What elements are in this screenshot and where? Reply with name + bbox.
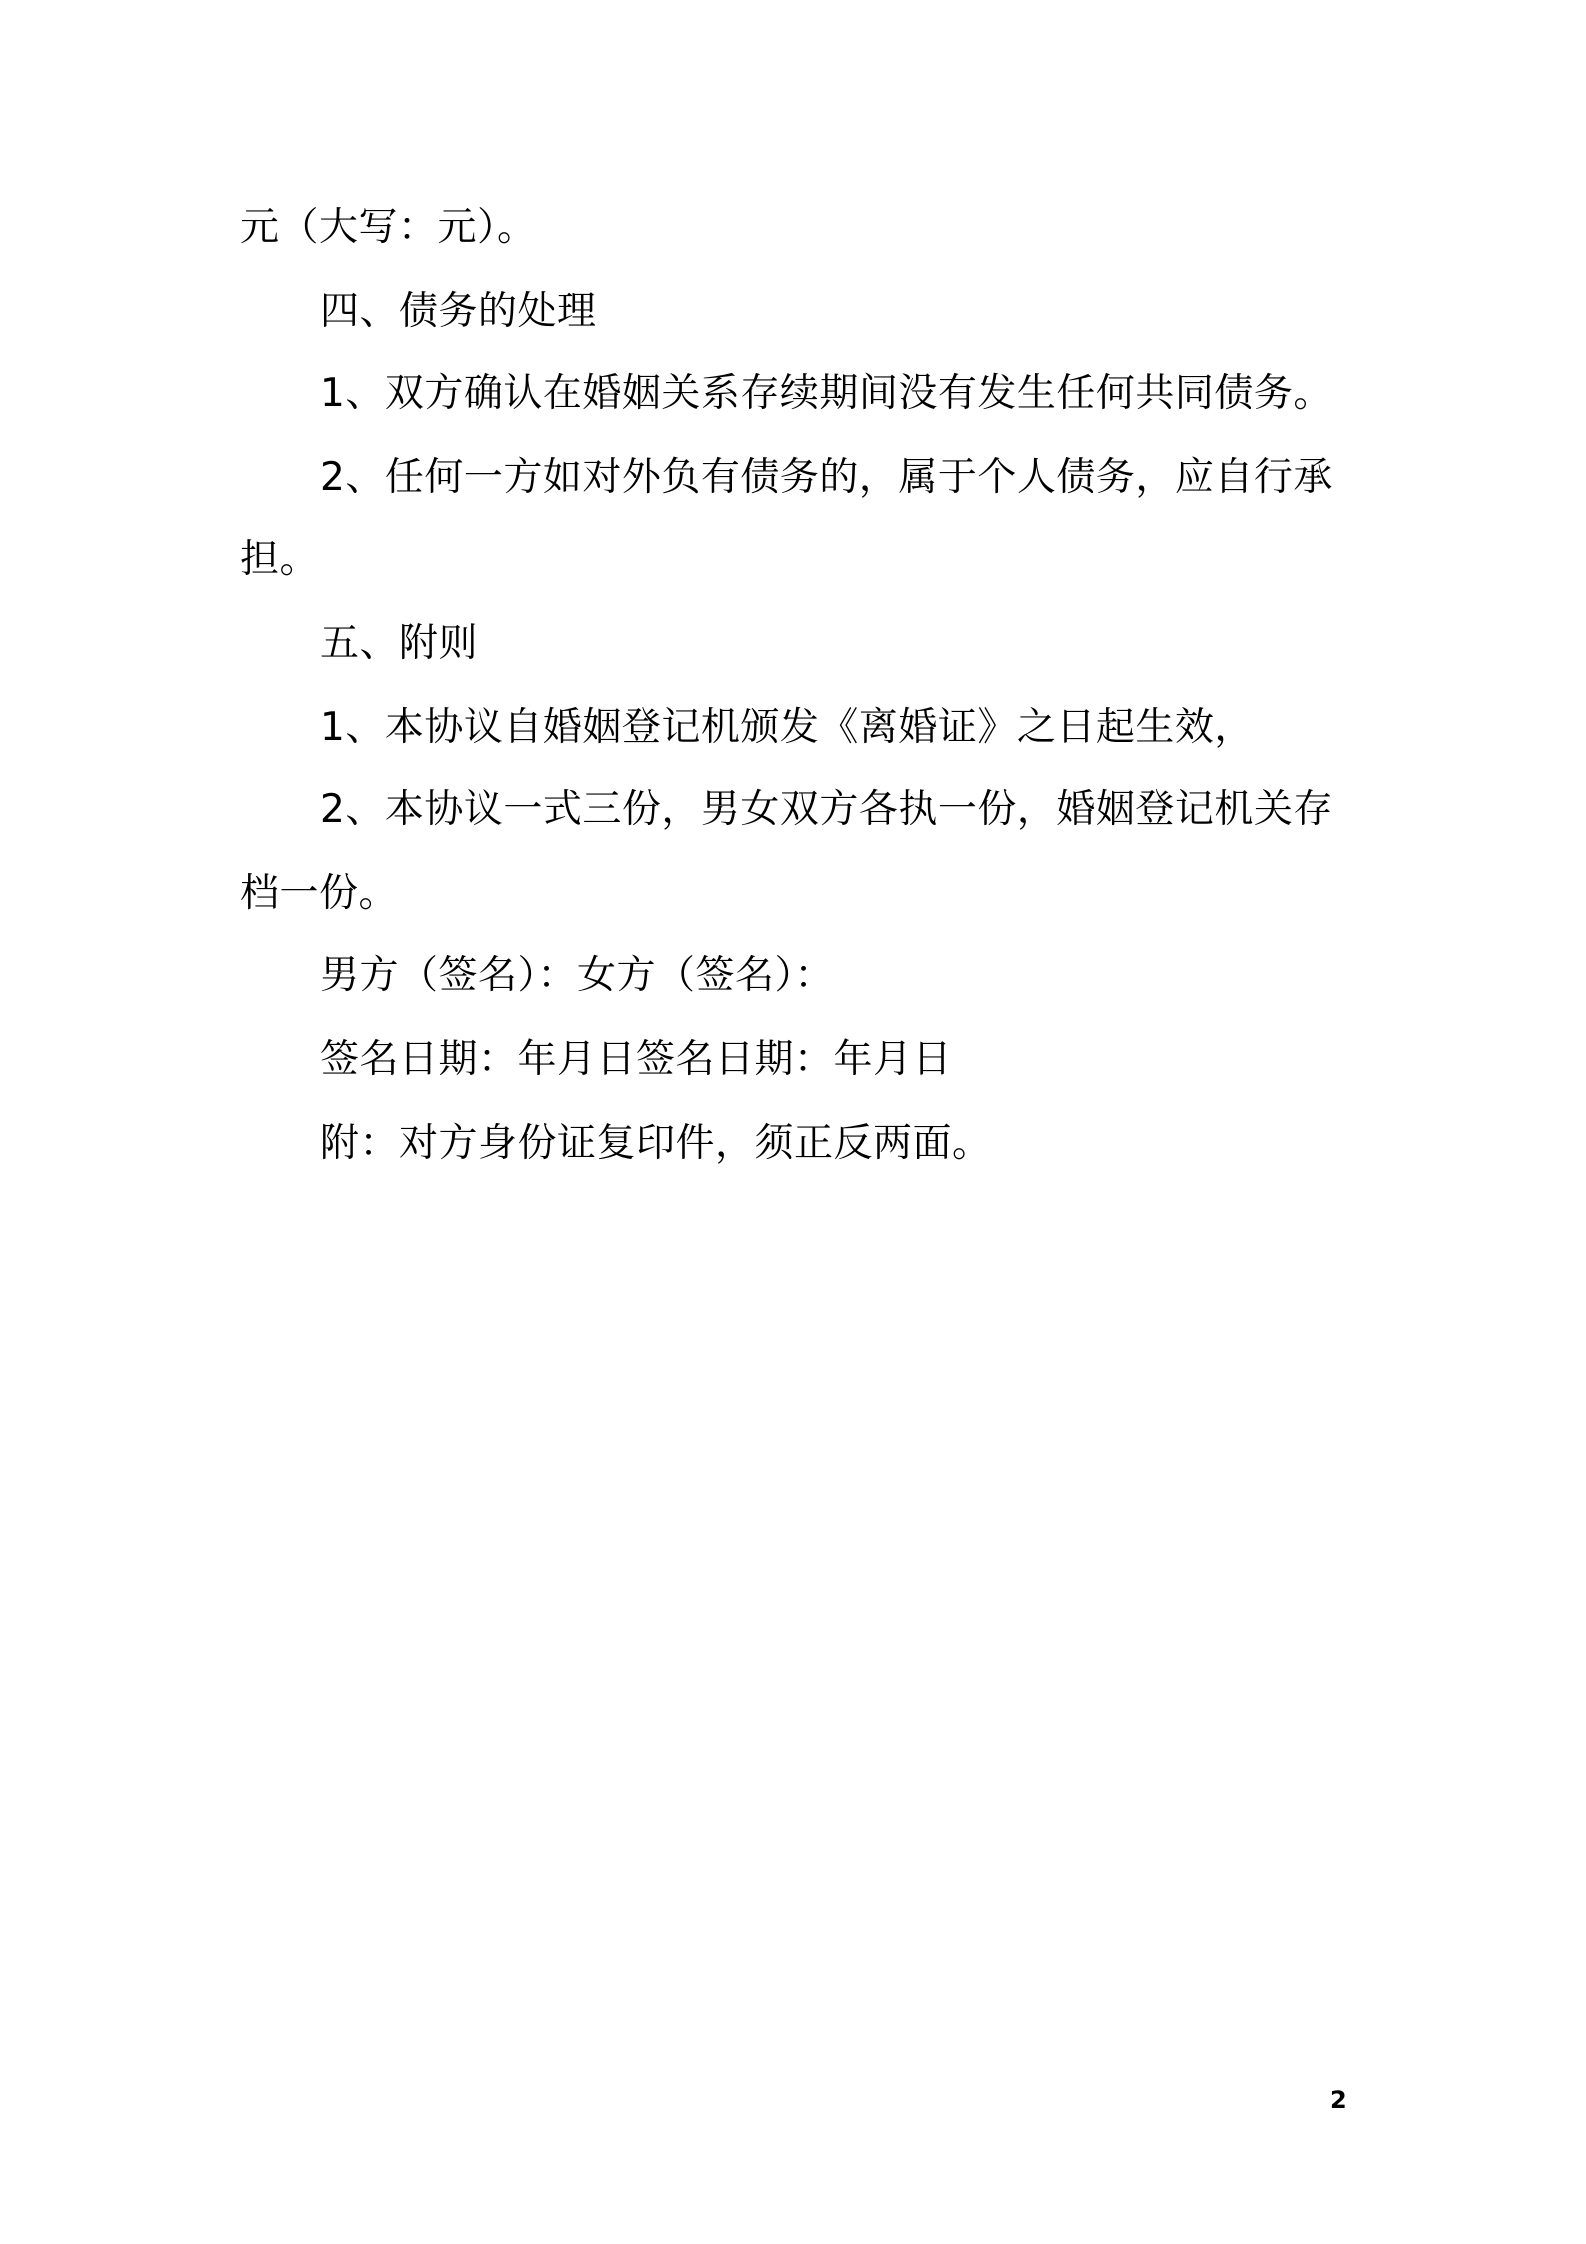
amount-continuation-line: 元（大写：元）。	[240, 205, 537, 250]
signature-date-line: 签名日期：年月日签名日期：年月日	[320, 1037, 953, 1082]
debt-clause-1: 1、双方确认在婚姻关系存续期间没有发生任何共同债务。	[320, 371, 1333, 416]
debt-clause-2: 2、任何一方如对外负有债务的，属于个人债务，应自行承	[320, 455, 1333, 500]
signature-line: 男方（签名）：女方（签名）：	[320, 953, 835, 998]
section-four-heading: 四、债务的处理	[320, 289, 597, 334]
page-number: 2	[1330, 2086, 1347, 2114]
supplementary-clause-2: 2、本协议一式三份，男女双方各执一份，婚姻登记机关存	[320, 787, 1333, 832]
attachment-note: 附：对方身份证复印件，须正反两面。	[320, 1121, 992, 1166]
section-five-heading: 五、附则	[320, 621, 479, 666]
supplementary-clause-1: 1、本协议自婚姻登记机颁发《离婚证》之日起生效，	[320, 705, 1254, 750]
supplementary-clause-2-continuation: 档一份。	[240, 871, 399, 916]
debt-clause-2-continuation: 担。	[240, 537, 320, 582]
